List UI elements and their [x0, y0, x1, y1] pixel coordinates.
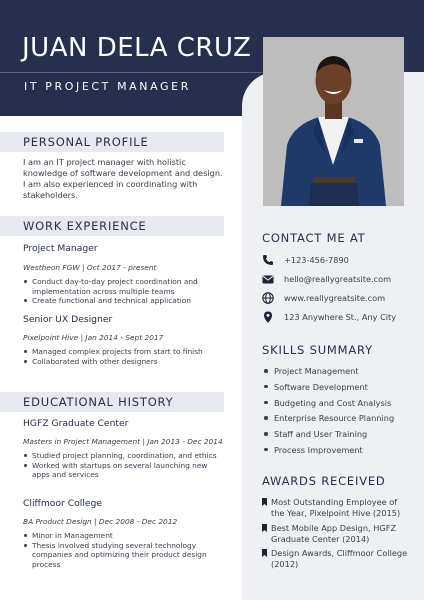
school-bullets — [22, 531, 222, 569]
list-item — [262, 548, 412, 570]
list-item — [262, 523, 412, 545]
job-meta: Pixelpoint Hive | Jan 2014 - Sept 2017 — [23, 333, 164, 342]
phone-icon — [262, 254, 274, 266]
list-item — [262, 497, 412, 519]
list-item: Worked with startups on several launching new apps and services — [22, 461, 222, 480]
experience-heading: WORK EXPERIENCE — [23, 219, 147, 233]
skills-heading: SKILLS SUMMARY — [262, 343, 373, 357]
awards-list — [262, 497, 412, 574]
list-item: Minor in Management — [22, 531, 222, 541]
profile-text: I am an IT project manager with holistic knowledge of software development and design. I am also experienced in coordinating with stakeholders. — [23, 157, 223, 200]
school-meta: BA Product Design | Dec 2008 - Dec 2012 — [23, 517, 178, 526]
education-heading: EDUCATIONAL HISTORY — [23, 395, 174, 409]
award-text: Best Mobile App Design, HGFZ Graduate Center (2014) — [271, 522, 397, 544]
profile-photo — [263, 37, 404, 206]
bookmark-icon — [262, 549, 267, 557]
title-divider — [0, 72, 262, 73]
contact-text: 123 Anywhere St., Any City — [284, 312, 397, 322]
list-item: Software Development — [262, 382, 412, 398]
school-meta: Masters in Project Management | Jan 2013 - Dec 2014 — [23, 437, 223, 446]
contact-heading: CONTACT ME AT — [262, 231, 366, 245]
award-text: Most Outstanding Employee of the Year, Pixelpoint Hive (2015) — [271, 497, 401, 518]
list-item: Collaborated with other designers — [22, 357, 222, 367]
list-item: Enterprise Resource Planning — [262, 413, 412, 429]
job-title-header: IT PROJECT MANAGER — [24, 80, 191, 93]
profile-photo-illustration — [263, 37, 404, 206]
job-title: Senior UX Designer — [23, 314, 113, 325]
school-title: Cliffmoor College — [23, 498, 103, 509]
job-meta: Westheon FGW | Oct 2017 - present — [23, 263, 157, 272]
list-item: Conduct day-to-day project coordination and implementation across multiple teams — [22, 277, 222, 296]
list-item: Process Improvement — [262, 445, 412, 461]
list-item: Thesis involved studying several technology companies and optimizing their product design process — [22, 541, 222, 570]
mail-icon — [262, 273, 274, 285]
award-text: Design Awards, Cliffmoor College (2012) — [271, 548, 408, 569]
bookmark-icon — [262, 524, 267, 532]
globe-icon — [262, 292, 274, 304]
list-item: Staff and User Training — [262, 429, 412, 445]
school-title: HGFZ Graduate Center — [23, 418, 129, 429]
list-item: Studied project planning, coordination, and ethics — [22, 451, 222, 461]
awards-heading: AWARDS RECEIVED — [262, 474, 386, 488]
profile-heading: PERSONAL PROFILE — [23, 135, 149, 149]
job-bullets — [22, 347, 222, 366]
resume-name: JUAN DELA CRUZ — [22, 33, 252, 63]
list-item: Managed complex projects from start to finish — [22, 347, 222, 357]
list-item: Create functional and technical application — [22, 296, 222, 306]
skills-list — [262, 366, 412, 461]
school-bullets — [22, 451, 222, 480]
list-item: Budgeting and Cost Analysis — [262, 398, 412, 414]
job-bullets — [22, 277, 222, 306]
contact-text: +123-456-7890 — [284, 255, 349, 265]
bookmark-icon — [262, 498, 267, 506]
location-pin-icon — [262, 311, 274, 323]
job-title: Project Manager — [23, 243, 98, 254]
contact-text: hello@reallygreatsite.com — [284, 274, 392, 284]
contact-text: www.reallygreatsite.com — [284, 293, 386, 303]
list-item: Project Management — [262, 366, 412, 382]
